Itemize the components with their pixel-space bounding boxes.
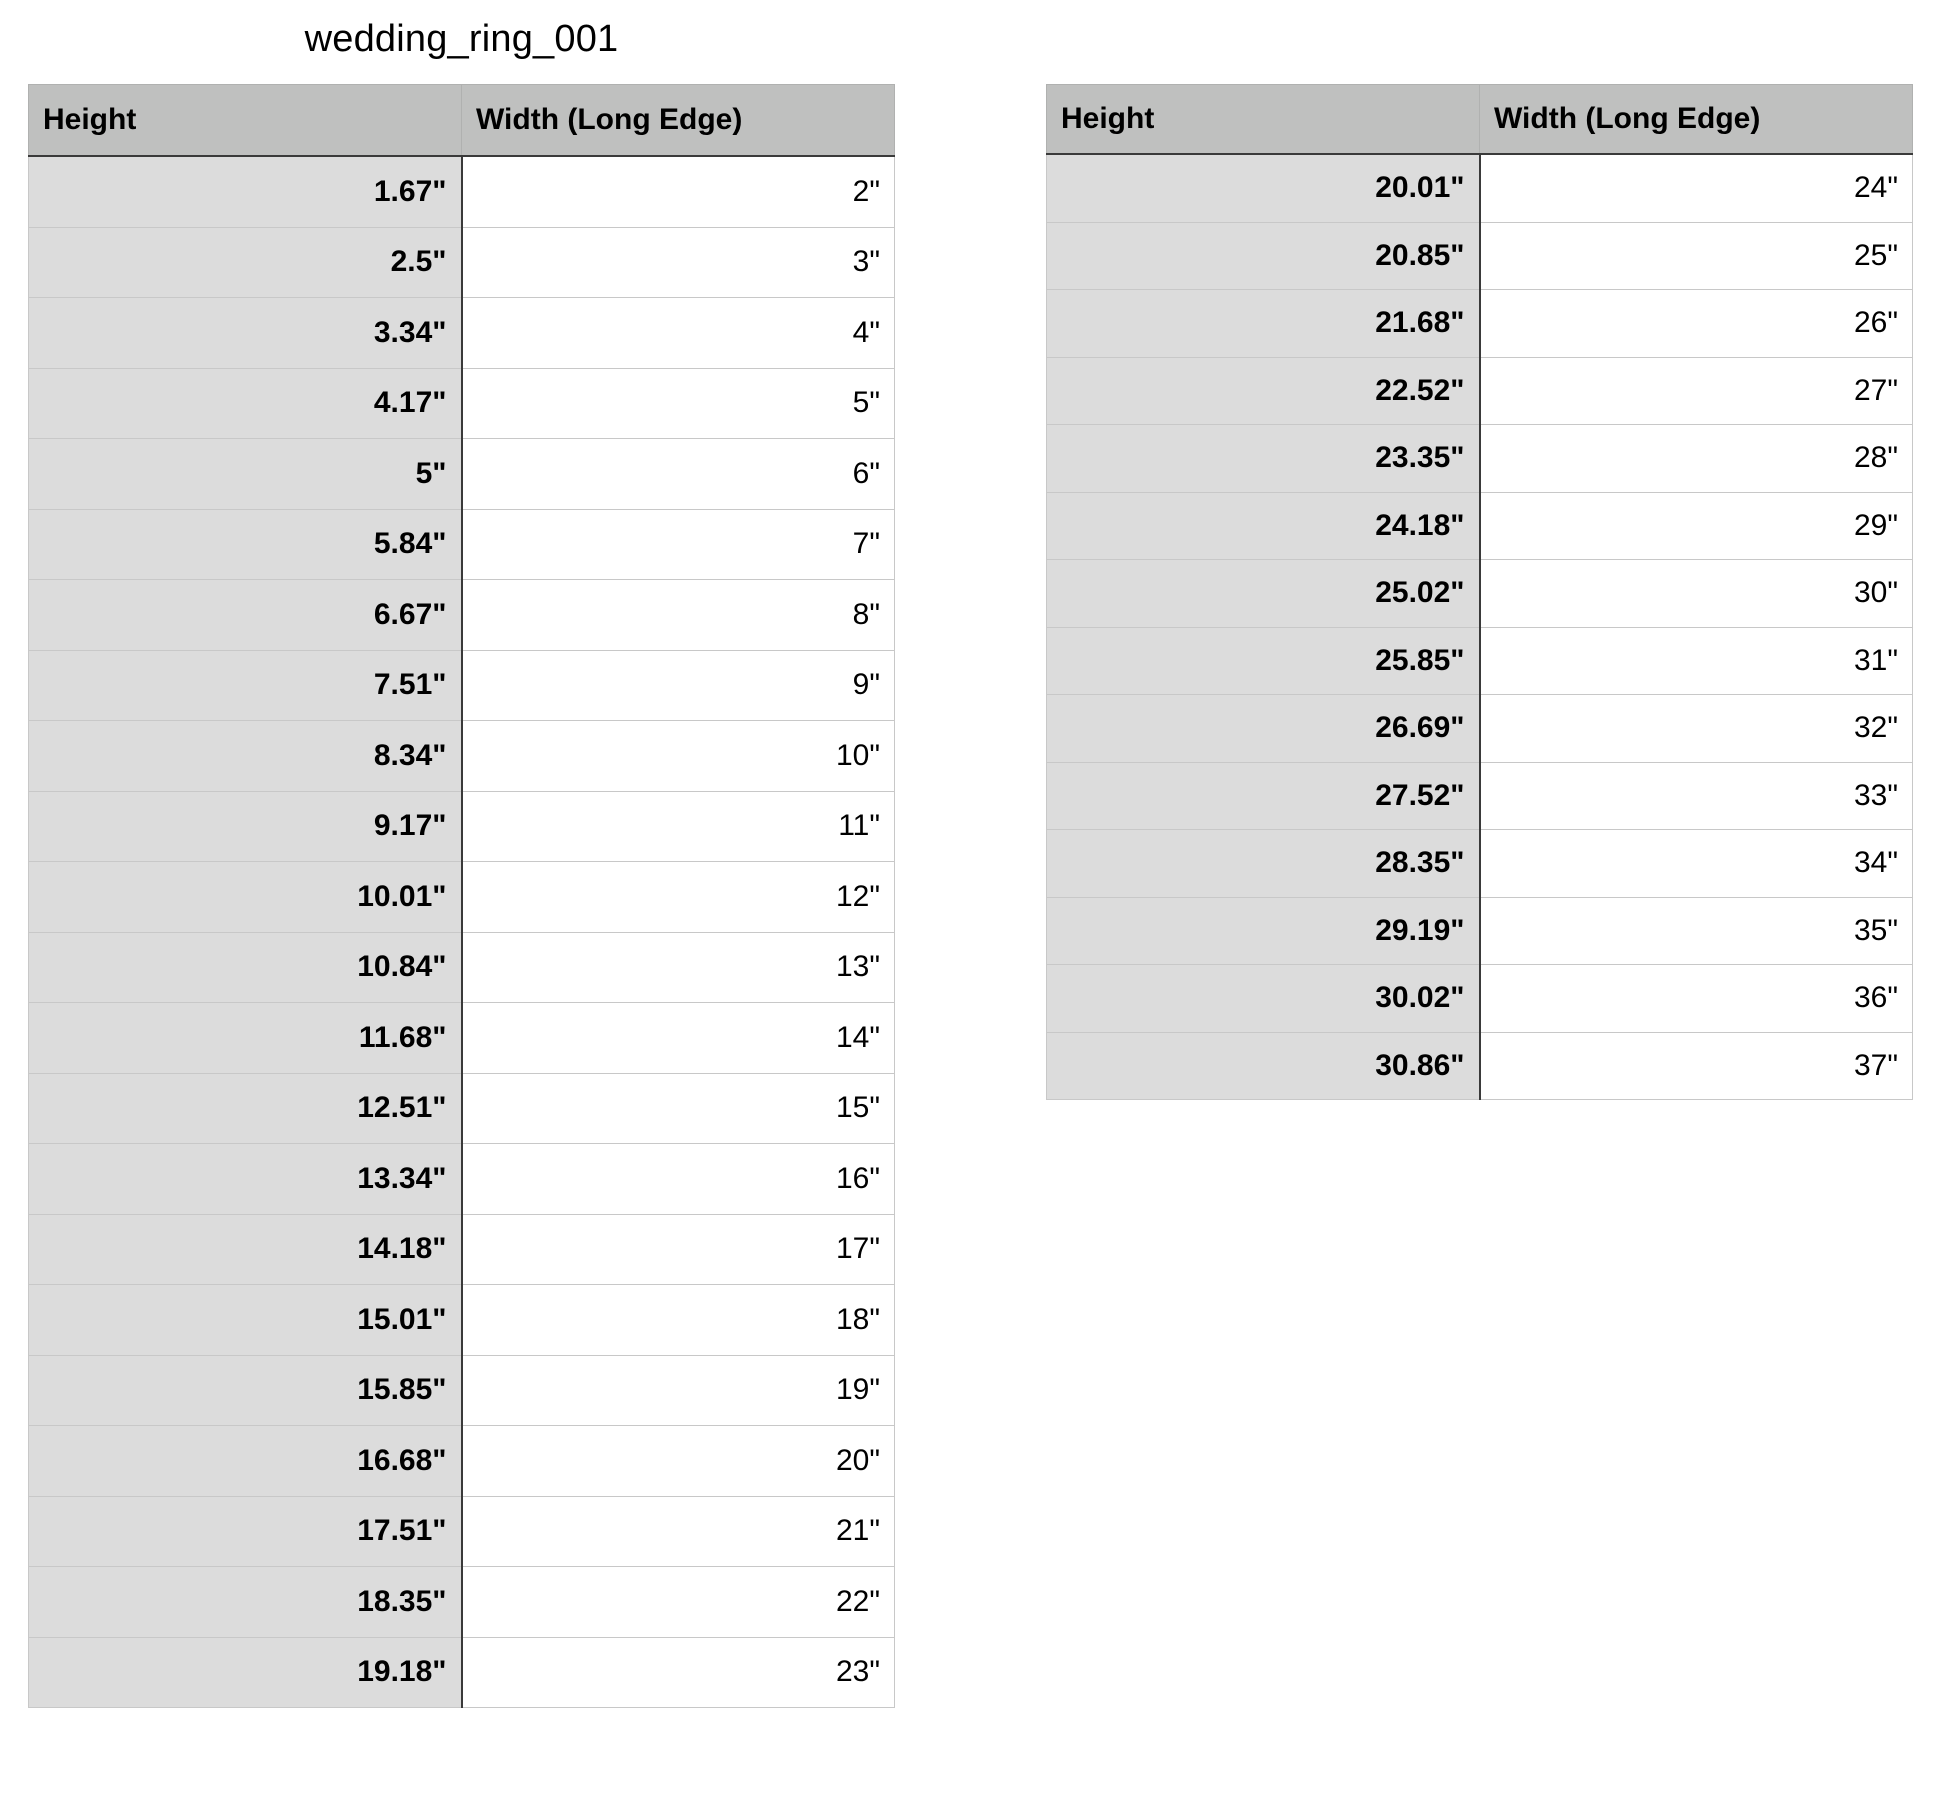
table-row — [1047, 695, 1913, 763]
height-cell: 5.84" — [29, 509, 462, 580]
width-cell: 10" — [462, 721, 895, 792]
width-cell: 22" — [462, 1567, 895, 1638]
table-row — [29, 1285, 895, 1356]
height-cell: 3.34" — [29, 298, 462, 369]
table-row — [29, 1637, 895, 1708]
table-row — [29, 1496, 895, 1567]
height-cell: 18.35" — [29, 1567, 462, 1638]
width-cell: 30" — [1480, 560, 1913, 628]
height-cell: 13.34" — [29, 1144, 462, 1215]
table-row — [1047, 1032, 1913, 1100]
header-height: Height — [1047, 85, 1480, 155]
table-row — [1047, 425, 1913, 493]
width-cell: 15" — [462, 1073, 895, 1144]
height-cell: 10.84" — [29, 932, 462, 1003]
table-row — [1047, 290, 1913, 358]
width-cell: 13" — [462, 932, 895, 1003]
width-cell: 25" — [1480, 222, 1913, 290]
size-table-left — [28, 84, 895, 1708]
height-cell: 29.19" — [1047, 897, 1480, 965]
height-cell: 30.02" — [1047, 965, 1480, 1033]
document-title: wedding_ring_001 — [304, 18, 619, 60]
table-row — [1047, 222, 1913, 290]
height-cell: 16.68" — [29, 1426, 462, 1497]
height-cell: 24.18" — [1047, 492, 1480, 560]
width-cell: 21" — [462, 1496, 895, 1567]
width-cell: 16" — [462, 1144, 895, 1215]
width-cell: 5" — [462, 368, 895, 439]
table-row — [1047, 357, 1913, 425]
width-cell: 26" — [1480, 290, 1913, 358]
height-cell: 23.35" — [1047, 425, 1480, 493]
table-row — [29, 227, 895, 298]
height-cell: 20.85" — [1047, 222, 1480, 290]
size-table-right — [1046, 84, 1913, 1100]
height-cell: 4.17" — [29, 368, 462, 439]
height-cell: 21.68" — [1047, 290, 1480, 358]
height-cell: 12.51" — [29, 1073, 462, 1144]
height-cell: 15.85" — [29, 1355, 462, 1426]
table-row — [1047, 627, 1913, 695]
width-cell: 20" — [462, 1426, 895, 1497]
width-cell: 7" — [462, 509, 895, 580]
table-row — [29, 1355, 895, 1426]
table-row — [29, 1567, 895, 1638]
width-cell: 17" — [462, 1214, 895, 1285]
width-cell: 35" — [1480, 897, 1913, 965]
header-height: Height — [29, 85, 462, 157]
table-row — [29, 791, 895, 862]
table-row — [1047, 154, 1913, 222]
height-cell: 28.35" — [1047, 830, 1480, 898]
height-cell: 30.86" — [1047, 1032, 1480, 1100]
height-cell: 25.02" — [1047, 560, 1480, 628]
height-cell: 5" — [29, 439, 462, 510]
width-cell: 12" — [462, 862, 895, 933]
width-cell: 29" — [1480, 492, 1913, 560]
header-row — [29, 85, 895, 157]
table-row — [29, 1003, 895, 1074]
header-width: Width (Long Edge) — [462, 85, 895, 157]
header-row — [1047, 85, 1913, 155]
width-cell: 33" — [1480, 762, 1913, 830]
table-row — [29, 932, 895, 1003]
height-cell: 9.17" — [29, 791, 462, 862]
table-row — [29, 509, 895, 580]
width-cell: 36" — [1480, 965, 1913, 1033]
width-cell: 32" — [1480, 695, 1913, 763]
table-row — [29, 862, 895, 933]
height-cell: 8.34" — [29, 721, 462, 792]
height-cell: 25.85" — [1047, 627, 1480, 695]
table-row — [29, 1426, 895, 1497]
height-cell: 6.67" — [29, 580, 462, 651]
width-cell: 24" — [1480, 154, 1913, 222]
width-cell: 8" — [462, 580, 895, 651]
width-cell: 19" — [462, 1355, 895, 1426]
table-row — [1047, 830, 1913, 898]
width-cell: 18" — [462, 1285, 895, 1356]
table-row — [1047, 560, 1913, 628]
table-row — [29, 298, 895, 369]
header-width: Width (Long Edge) — [1480, 85, 1913, 155]
width-cell: 3" — [462, 227, 895, 298]
height-cell: 14.18" — [29, 1214, 462, 1285]
width-cell: 9" — [462, 650, 895, 721]
height-cell: 27.52" — [1047, 762, 1480, 830]
table-row — [1047, 965, 1913, 1033]
height-cell: 20.01" — [1047, 154, 1480, 222]
table-row — [29, 1214, 895, 1285]
width-cell: 11" — [462, 791, 895, 862]
table-row — [1047, 897, 1913, 965]
height-cell: 15.01" — [29, 1285, 462, 1356]
table-row — [29, 439, 895, 510]
height-cell: 10.01" — [29, 862, 462, 933]
table-row — [1047, 492, 1913, 560]
width-cell: 4" — [462, 298, 895, 369]
height-cell: 17.51" — [29, 1496, 462, 1567]
height-cell: 26.69" — [1047, 695, 1480, 763]
width-cell: 14" — [462, 1003, 895, 1074]
width-cell: 28" — [1480, 425, 1913, 493]
width-cell: 2" — [462, 156, 895, 227]
table-row — [29, 650, 895, 721]
table-row — [29, 368, 895, 439]
height-cell: 1.67" — [29, 156, 462, 227]
height-cell: 22.52" — [1047, 357, 1480, 425]
width-cell: 34" — [1480, 830, 1913, 898]
width-cell: 23" — [462, 1637, 895, 1708]
table-row — [29, 1073, 895, 1144]
height-cell: 2.5" — [29, 227, 462, 298]
table-row — [1047, 762, 1913, 830]
table-row — [29, 1144, 895, 1215]
table-row — [29, 721, 895, 792]
height-cell: 19.18" — [29, 1637, 462, 1708]
width-cell: 31" — [1480, 627, 1913, 695]
width-cell: 27" — [1480, 357, 1913, 425]
width-cell: 37" — [1480, 1032, 1913, 1100]
height-cell: 11.68" — [29, 1003, 462, 1074]
width-cell: 6" — [462, 439, 895, 510]
table-row — [29, 580, 895, 651]
height-cell: 7.51" — [29, 650, 462, 721]
table-row — [29, 156, 895, 227]
